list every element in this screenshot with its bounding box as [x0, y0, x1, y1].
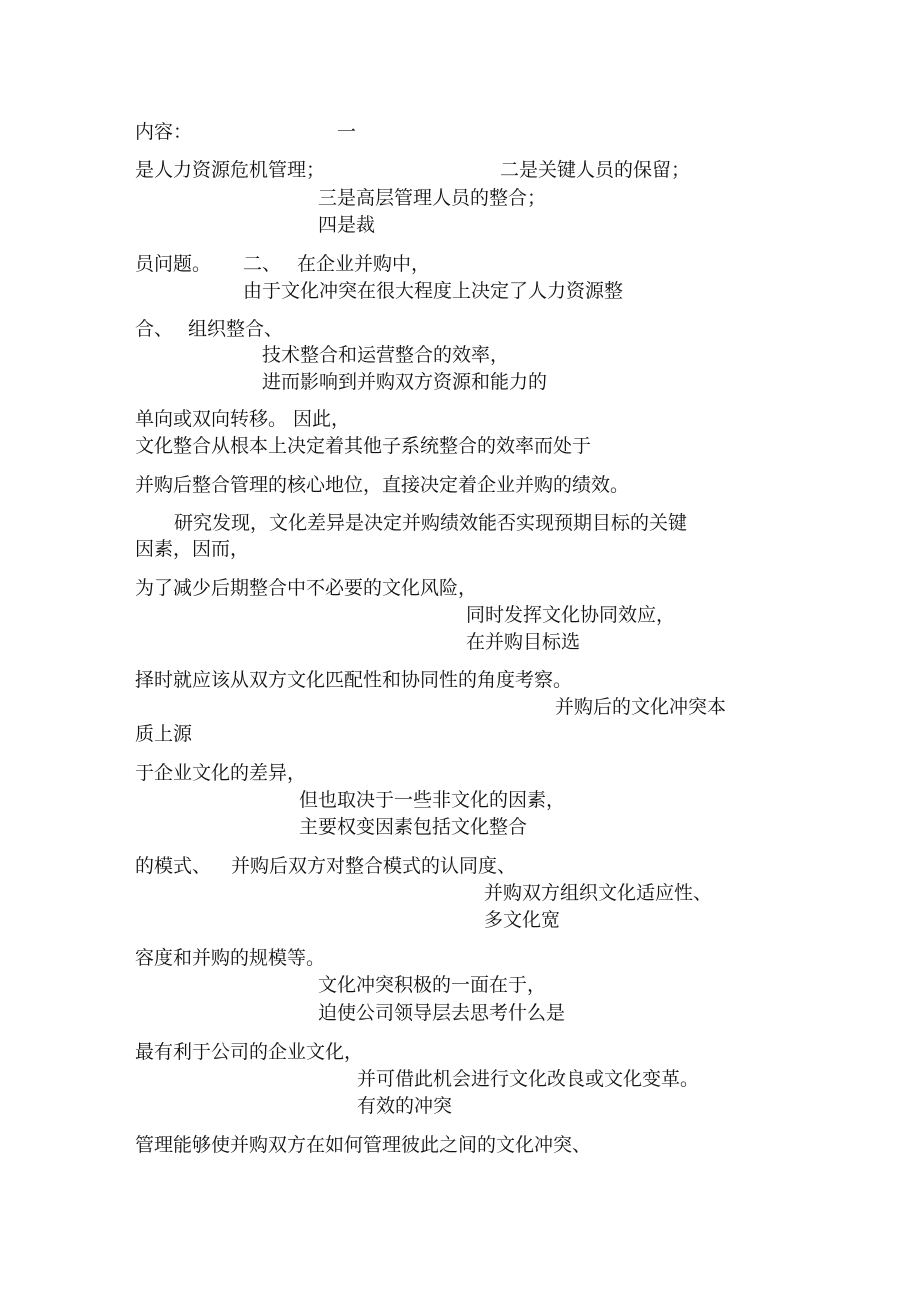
text-line: 组织整合、 [188, 318, 284, 340]
text-line: 文化冲突积极的一面在于， [318, 974, 547, 996]
text-line: 容度和并购的规模等。 [135, 947, 326, 969]
text-line: 多文化宽 [484, 909, 561, 931]
text-line: 进而影响到并购双方资源和能力的 [262, 371, 548, 393]
text-line: 一 [337, 121, 357, 143]
text-line: 二是关键人员的保留； [500, 159, 691, 181]
text-line: 合、 [135, 318, 174, 340]
text-line: 是人力资源危机管理； [135, 159, 326, 181]
text-line: 员问题。 [135, 253, 212, 275]
text-line: 并购后的文化冲突本 [555, 696, 727, 718]
text-line: 二、 [243, 253, 282, 275]
text-line: 因素，因而， [135, 538, 250, 560]
text-line: 最有利于公司的企业文化， [135, 1041, 364, 1063]
text-line: 技术整合和运营整合的效率， [262, 344, 510, 366]
text-line: 于企业文化的差异， [135, 762, 307, 784]
text-line: 质上源 [135, 723, 193, 745]
text-line: 有效的冲突 [357, 1095, 453, 1117]
text-line: 研究发现，文化差异是决定并购绩效能否实现预期目标的关键 [174, 512, 688, 534]
text-line: 内容： [135, 121, 193, 143]
text-line: 为了减少后期整合中不必要的文化风险， [135, 577, 478, 599]
text-line: 择时就应该从双方文化匹配性和协同性的角度考察。 [135, 669, 573, 691]
text-line: 在并购目标选 [466, 631, 581, 653]
text-line: 三是高层管理人员的整合； [318, 187, 547, 209]
text-line: 的模式、 [135, 855, 212, 877]
text-line: 文化整合从根本上决定着其他子系统整合的效率而处于 [135, 435, 592, 457]
text-line: 迫使公司领导层去思考什么是 [318, 1002, 566, 1024]
text-line: 主要权变因素包括文化整合 [299, 816, 528, 838]
text-line: 并购后双方对整合模式的认同度、 [231, 855, 517, 877]
text-line: 同时发挥文化协同效应， [466, 604, 676, 626]
text-line: 并购双方组织文化适应性、 [484, 882, 713, 904]
text-line: 管理能够使并购双方在如何管理彼此之间的文化冲突、 [135, 1134, 592, 1156]
text-line: 单向或双向转移。 因此， [135, 408, 351, 430]
text-line: 并购后整合管理的核心地位，直接决定着企业并购的绩效。 [135, 474, 630, 496]
text-line: 但也取决于一些非文化的因素， [299, 789, 566, 811]
text-line: 并可借此机会进行文化改良或文化变革。 [357, 1068, 700, 1090]
text-line: 在企业并购中， [297, 253, 431, 275]
text-line: 由于文化冲突在很大程度上决定了人力资源整 [243, 280, 624, 302]
text-line: 四是裁 [318, 214, 376, 236]
